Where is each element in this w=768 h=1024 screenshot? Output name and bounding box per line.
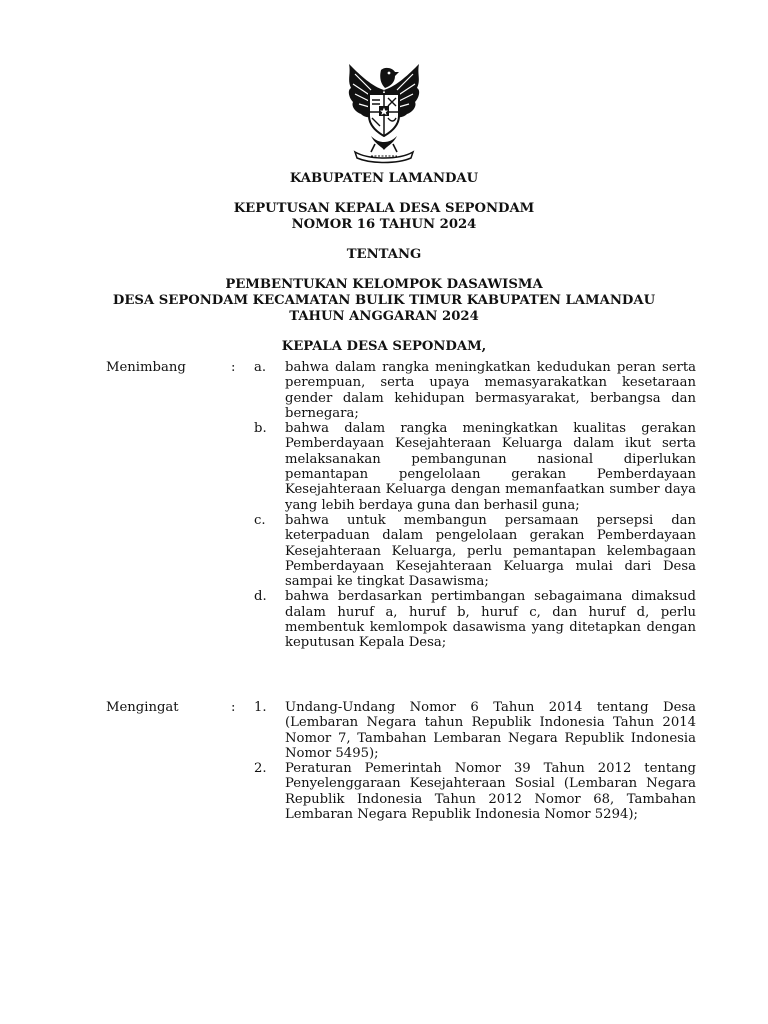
issuer-heading: KEPALA DESA SEPONDAM,: [281, 339, 487, 354]
menimbang-item-c: [254, 513, 696, 589]
mengingat-colon: :: [231, 700, 236, 715]
item-marker: 2.: [254, 761, 267, 777]
menimbang-item-a: [254, 360, 696, 421]
decree-title: [60, 201, 708, 233]
subject-line-3: TAHUN ANGGARAN 2024: [289, 309, 479, 324]
subject-line-2: DESA SEPONDAM KECAMATAN BULIK TIMUR KABUPATEN LAMANDAU: [112, 293, 656, 308]
decree-number: NOMOR 16 TAHUN 2024: [291, 217, 477, 232]
item-text: bahwa dalam rangka meningkatkan kedudukan peran serta perempuan, serta upaya memasyarakatkan kesetaraan gender dalam kehidupan bermasyarakat, berbangsa dan bernegara;: [285, 360, 696, 421]
item-marker: b.: [254, 421, 267, 437]
menimbang-colon: :: [231, 360, 236, 375]
garuda-emblem-icon: [341, 60, 427, 166]
decree-name: KEPUTUSAN KEPALA DESA SEPONDAM: [233, 201, 535, 216]
region-title: KABUPATEN LAMANDAU: [289, 171, 479, 186]
menimbang-item-d: [254, 589, 696, 650]
mengingat-item-2: [254, 761, 696, 822]
mengingat-label: Mengingat: [106, 700, 179, 715]
item-text: bahwa dalam rangka meningkatkan kualitas gerakan Pemberdayaan Kesejahteraan Keluarga dalam ikut serta melaksanakan pembangunan nasional diperlukan pemantapan pengelolaan gerakan Pemberdayaan Kesejahteraan Keluarga dengan memanfaatkan sumber daya yang lebih berdaya guna dan berhasil guna;: [285, 421, 696, 513]
item-text: Undang-Undang Nomor 6 Tahun 2014 tentang Desa (Lembaran Negara tahun Republik Indonesia Tahun 2014 Nomor 7, Tambahan Lembaran Negara Republik Indonesia Nomor 5495);: [285, 700, 696, 761]
item-marker: c.: [254, 512, 266, 528]
mengingat-list: [254, 700, 696, 822]
subject-line-1: PEMBENTUKAN KELOMPOK DASAWISMA: [225, 277, 543, 292]
item-marker: a.: [254, 360, 267, 375]
decree-subject: [60, 277, 708, 325]
mengingat-item-1: [254, 700, 696, 761]
menimbang-list: [254, 360, 696, 651]
item-text: Peraturan Pemerintah Nomor 39 Tahun 2012 tentang Penyelenggaraan Kesejahteraan Sosial (Lembaran Negara Republik Indonesia Tahun 2012 Nomor 68, Tambahan Lembaran Negara Republik Indonesia Nomor 5294);: [285, 761, 696, 823]
menimbang-label: Menimbang: [106, 360, 186, 375]
item-text: bahwa untuk membangun persamaan persepsi dan keterpaduan dalam pengelolaan gerakan Pemberdayaan Kesejahteraan Keluarga, perlu pemantapan kelembagaan Pemberdayaan Kesejahteraan Keluarga mulai dari Desa sampai ke tingkat Dasawisma;: [285, 512, 696, 590]
item-marker: d.: [254, 589, 267, 605]
item-text: bahwa berdasarkan pertimbangan sebagaimana dimaksud dalam huruf a, huruf b, huruf c, dan huruf d, perlu membentuk kemlompok dasawisma yang ditetapkan dengan keputusan Kepala Desa;: [285, 589, 696, 651]
menimbang-item-b: [254, 421, 696, 513]
about-heading: TENTANG: [346, 247, 422, 262]
item-marker: 1.: [254, 700, 267, 715]
